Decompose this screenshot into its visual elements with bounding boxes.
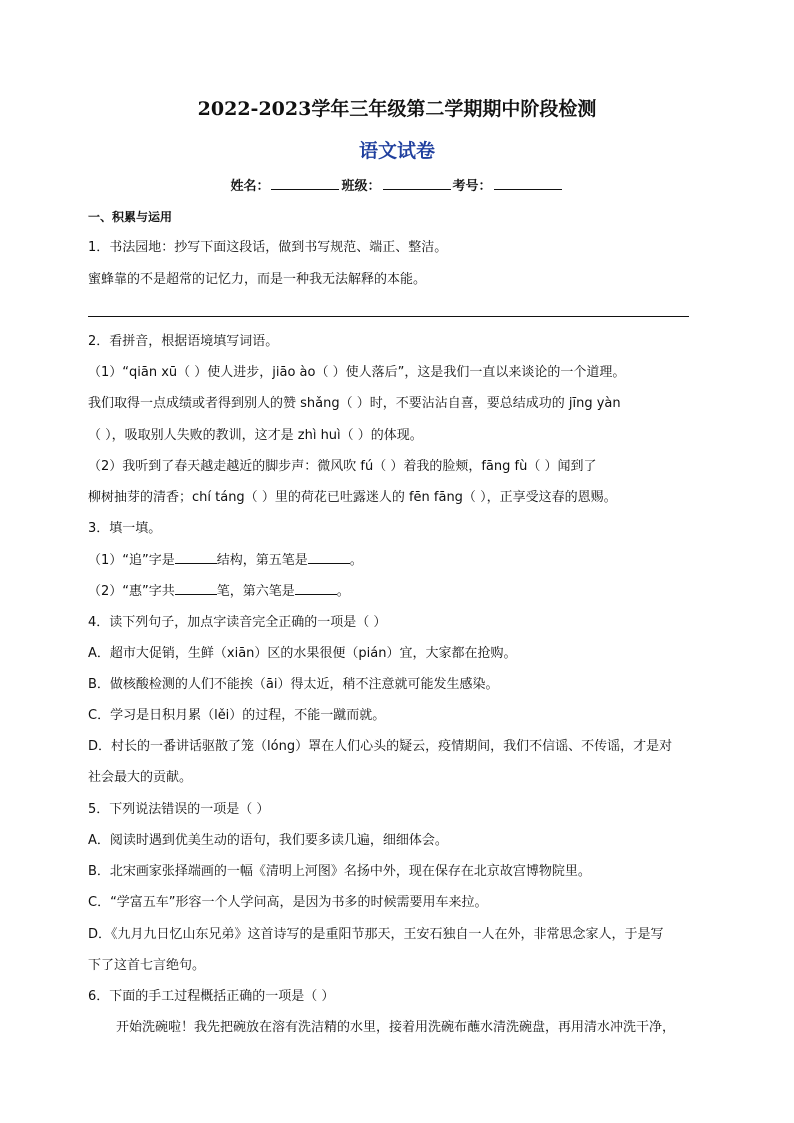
name-label: 姓名：	[230, 179, 270, 194]
q4-option-d: D．村长的一番讲话驱散了笼（lóng）罩在人们心头的疑云，疫情期间，我们不信谣、不传谣，才是对	[88, 739, 673, 754]
q3-text: 结构，第五笔是	[216, 553, 308, 568]
q2-line: （1）“qiān xū（ ）使人进步，jiāo ào（ ）使人落后”，这是我们一直以来谈论的一个道理。	[88, 365, 626, 380]
q3-item-2	[88, 582, 350, 601]
section-heading: 一、积累与运用	[88, 210, 173, 224]
exam-subtitle: 语文试卷	[358, 140, 435, 162]
answer-blank[interactable]	[295, 582, 337, 595]
q4-option-a: A．超市大促销，生鲜（xiān）区的水果很便（pián）宜，大家都在抢购。	[88, 646, 517, 661]
number-label: 考号：	[452, 179, 492, 194]
q3-text: 笔，第六笔是	[216, 584, 295, 599]
q3-text: （2）“惠”字共	[88, 584, 175, 599]
q1-text: 蜜蜂靠的不是超常的记忆力，而是一种我无法解释的本能。	[88, 272, 427, 287]
q3-text: （1）“追”字是	[88, 553, 175, 568]
q2-line: 我们取得一点成绩或者得到别人的赞 shǎng（ ）时，不要沾沾自喜，要总结成功的 jīng yàn	[88, 396, 621, 411]
number-blank[interactable]	[494, 177, 562, 190]
q2-prompt: 2．看拼音，根据语境填写词语。	[88, 334, 279, 349]
q4-option-c: C．学习是日积月累（lěi）的过程，不能一蹴而就。	[88, 708, 386, 723]
q6-passage: 开始洗碗啦！我先把碗放在溶有洗洁精的水里，接着用洗碗布蘸水清洗碗盘，再用清水冲洗干净，	[116, 1020, 676, 1035]
q4-option-d-cont: 社会最大的贡献。	[88, 770, 193, 785]
q5-prompt: 5．下列说法错误的一项是（ ）	[88, 802, 270, 817]
q5-option-b: B．北宋画家张择端画的一幅《清明上河图》名扬中外，现在保存在北京故宫博物院里。	[88, 864, 591, 879]
q5-option-a: A．阅读时遇到优美生动的语句，我们要多读几遍，细细体会。	[88, 833, 448, 848]
class-label: 班级：	[341, 179, 381, 194]
q5-option-d-cont: 下了这首七言绝句。	[88, 958, 206, 973]
q1-prompt: 1．书法园地：抄写下面这段话，做到书写规范、端正、整洁。	[88, 240, 448, 255]
class-blank[interactable]	[383, 177, 451, 190]
q3-prompt: 3．填一填。	[88, 521, 162, 536]
answer-blank[interactable]	[308, 551, 350, 564]
q2-line: 柳树抽芽的清香；chí táng（ ）里的荷花已吐露迷人的 fēn fāng（ ），正享受这春的恩赐。	[88, 490, 617, 505]
q1-writing-line[interactable]	[88, 316, 689, 317]
q3-text: 。	[349, 553, 363, 568]
exam-title: 2022-2023学年三年级第二学期期中阶段检测	[197, 98, 597, 120]
q4-option-b: B．做核酸检测的人们不能挨（āi）得太近，稍不注意就可能发生感染。	[88, 677, 499, 692]
q3-text: 。	[336, 584, 350, 599]
q5-option-d: D．《九月九日忆山东兄弟》这首诗写的是重阳节那天，王安石独自一人在外，非常思念家人，于是写	[88, 927, 664, 942]
student-info-row	[0, 175, 794, 194]
q2-line: （2）我听到了春天越走越近的脚步声：微风吹 fú（ ）着我的脸颊，fāng fù（ ）闻到了	[88, 459, 597, 474]
q2-line: （ ），吸取别人失败的教训，这才是 zhì huì（ ）的体现。	[88, 428, 423, 443]
answer-blank[interactable]	[175, 582, 217, 595]
name-blank[interactable]	[271, 177, 339, 190]
q6-prompt: 6．下面的手工过程概括正确的一项是（ ）	[88, 989, 335, 1004]
q4-prompt: 4．读下列句子，加点字读音完全正确的一项是（ ）	[88, 615, 387, 630]
answer-blank[interactable]	[175, 551, 217, 564]
q5-option-c: C．“学富五车”形容一个人学问高，是因为书多的时候需要用车来拉。	[88, 895, 488, 910]
q3-item-1	[88, 551, 363, 570]
